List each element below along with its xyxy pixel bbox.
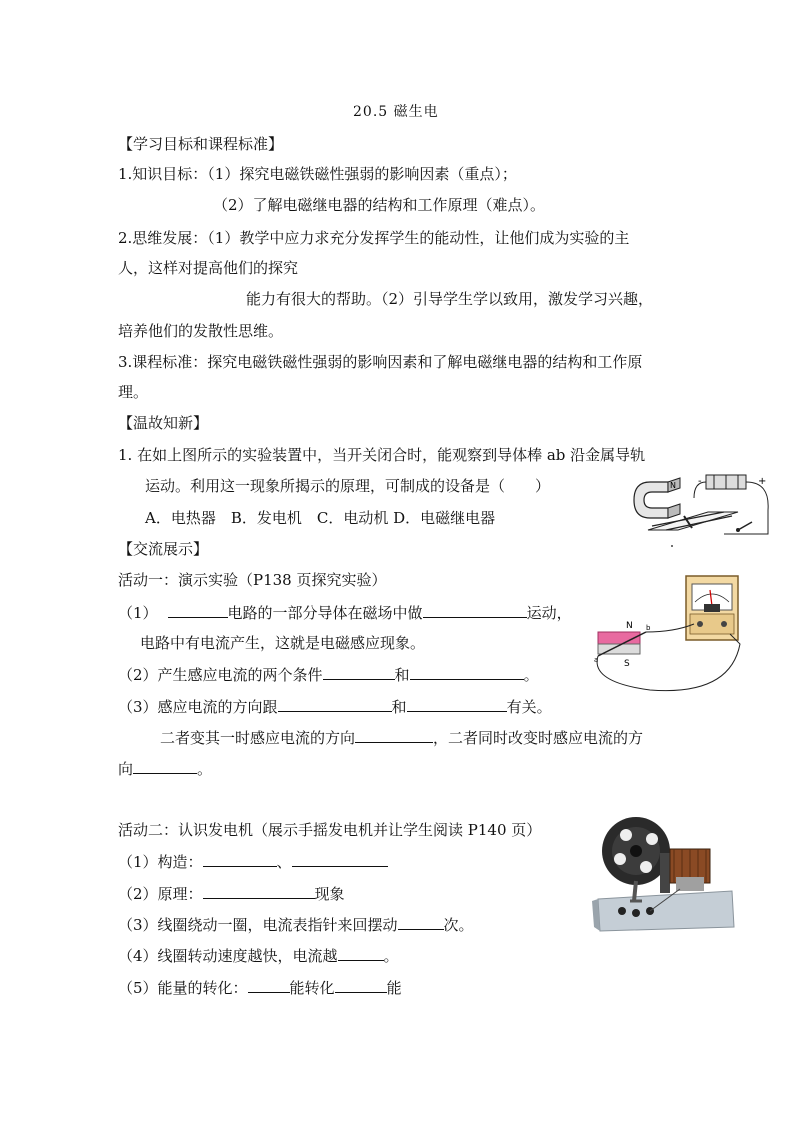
objective-knowledge: 1.知识目标：（1）探究电磁铁磁性强弱的影响因素（重点）； — [118, 165, 517, 183]
a2-1-prefix: （1）构造： — [118, 853, 203, 871]
a1-1-post: 运动， — [526, 604, 572, 622]
a1-1-prefix: （1） — [118, 604, 158, 622]
objective-thinking-line4: 培养他们的发散性思维。 — [118, 322, 284, 340]
a1-2-mid: 和 — [394, 666, 410, 684]
activity-2-item-4 — [118, 945, 399, 966]
activity-1-item-1b: 电路中有电流产生，这就是电磁感应现象。 — [140, 634, 426, 652]
activity-2-item-5 — [118, 977, 402, 998]
objective-thinking-line1: 2.思维发展：（1）教学中应力求充分发挥学生的能动性，让他们成为实验的主 — [118, 229, 630, 247]
activity-2-title: 活动二：认识发电机（展示手摇发电机并让学生阅读 P140 页） — [118, 821, 542, 839]
fig2-n-label: N — [626, 621, 633, 631]
a2-5-mid: 能转化 — [289, 979, 335, 997]
a2-5-prefix: （5）能量的转化： — [118, 979, 248, 997]
a1-1-mid: 电路的一部分导体在磁场中做 — [227, 604, 423, 622]
hand-generator-photo — [590, 815, 740, 935]
blank-structure-1[interactable] — [203, 851, 277, 867]
blank-direction-factor-1[interactable] — [278, 696, 392, 712]
section-heading-exchange: 【交流展示】 — [118, 540, 209, 558]
activity-1-item-4 — [160, 727, 643, 748]
rail-experiment-figure — [628, 470, 778, 550]
a2-4-post: 。 — [383, 947, 399, 965]
question-1-stem: 1. 在如上图所示的实验装置中，当开关闭合时，能观察到导体棒 ab 沿金属导轨 — [118, 446, 646, 464]
fig2-s-label: S — [624, 659, 630, 669]
activity-1-title: 活动一：演示实验（P138 页探究实验） — [118, 571, 387, 589]
blank-energy-to[interactable] — [335, 977, 387, 993]
blank-change-one[interactable] — [355, 727, 433, 743]
blank-motion-type[interactable] — [423, 602, 527, 618]
page-title: 20.5 磁生电 — [353, 104, 439, 120]
question-1-stem-2: 运动。利用这一现象所揭示的原理，可制成的设备是（ ） — [145, 477, 551, 495]
a2-2-post: 现象 — [314, 885, 345, 903]
section-heading-objectives: 【学习目标和课程标准】 — [118, 135, 284, 153]
blank-energy-from[interactable] — [248, 977, 290, 993]
a2-1-mid: 、 — [276, 853, 292, 871]
section-heading-review: 【温故知新】 — [118, 414, 209, 432]
activity-1-item-3 — [118, 696, 552, 717]
a2-3-post: 次。 — [443, 916, 474, 934]
a2-2-prefix: （2）原理： — [118, 885, 203, 903]
induction-experiment-figure — [590, 572, 750, 697]
a1-4b-prefix: 向 — [118, 760, 134, 778]
a1-3-post: 有关。 — [506, 698, 552, 716]
activity-1-item-4b — [118, 758, 212, 779]
a1-4b-post: 。 — [197, 760, 213, 778]
objective-knowledge-2: （2）了解电磁继电器的结构和工作原理（难点）。 — [213, 196, 546, 214]
blank-principle[interactable] — [203, 883, 315, 899]
a1-4-prefix: 二者变其一时感应电流的方向 — [160, 729, 356, 747]
blank-swing-count[interactable] — [398, 914, 444, 930]
a2-3-prefix: （3）线圈绕动一圈，电流表指针来回摆动 — [118, 916, 398, 934]
a2-4-prefix: （4）线圈转动速度越快，电流越 — [118, 947, 338, 965]
a1-2-prefix: （2）产生感应电流的两个条件 — [118, 666, 323, 684]
fig1-minus-label: - — [698, 476, 702, 487]
activity-2-item-2 — [118, 883, 345, 904]
blank-condition-1[interactable] — [323, 664, 395, 680]
fig1-n-label: N — [670, 481, 676, 490]
blank-structure-2[interactable] — [292, 851, 388, 867]
curriculum-standard-line2: 理。 — [118, 383, 149, 401]
blank-circuit-type[interactable] — [168, 602, 228, 618]
a1-4-post: ，二者同时改变时感应电流的方 — [433, 729, 644, 747]
blank-condition-2[interactable] — [410, 664, 524, 680]
blank-current-size[interactable] — [338, 945, 384, 961]
blank-direction-factor-2[interactable] — [407, 696, 507, 712]
a1-3-mid: 和 — [391, 698, 407, 716]
blank-change-both[interactable] — [133, 758, 197, 774]
activity-1-item-2 — [118, 664, 539, 685]
fig2-a-label: a — [594, 656, 599, 664]
a1-2-post: 。 — [523, 666, 539, 684]
activity-1-item-1 — [118, 602, 572, 623]
curriculum-standard-line1: 3.课程标准：探究电磁铁磁性强弱的影响因素和了解电磁继电器的结构和工作原 — [118, 353, 643, 371]
fig2-b-label: b — [646, 624, 651, 632]
a1-3-prefix: （3）感应电流的方向跟 — [118, 698, 278, 716]
objective-thinking-line3: 能力有很大的帮助。（2）引导学生学以致用，激发学习兴趣， — [246, 290, 654, 308]
objective-thinking-line2: 人，这样对提高他们的探究 — [118, 259, 299, 277]
a2-5-post: 能 — [386, 979, 402, 997]
activity-2-item-1 — [118, 851, 388, 872]
question-1-options: A．电热器 B．发电机 C．电动机 D．电磁继电器 — [145, 509, 496, 527]
activity-2-item-3 — [118, 914, 474, 935]
fig1-plus-label: + — [758, 476, 767, 487]
